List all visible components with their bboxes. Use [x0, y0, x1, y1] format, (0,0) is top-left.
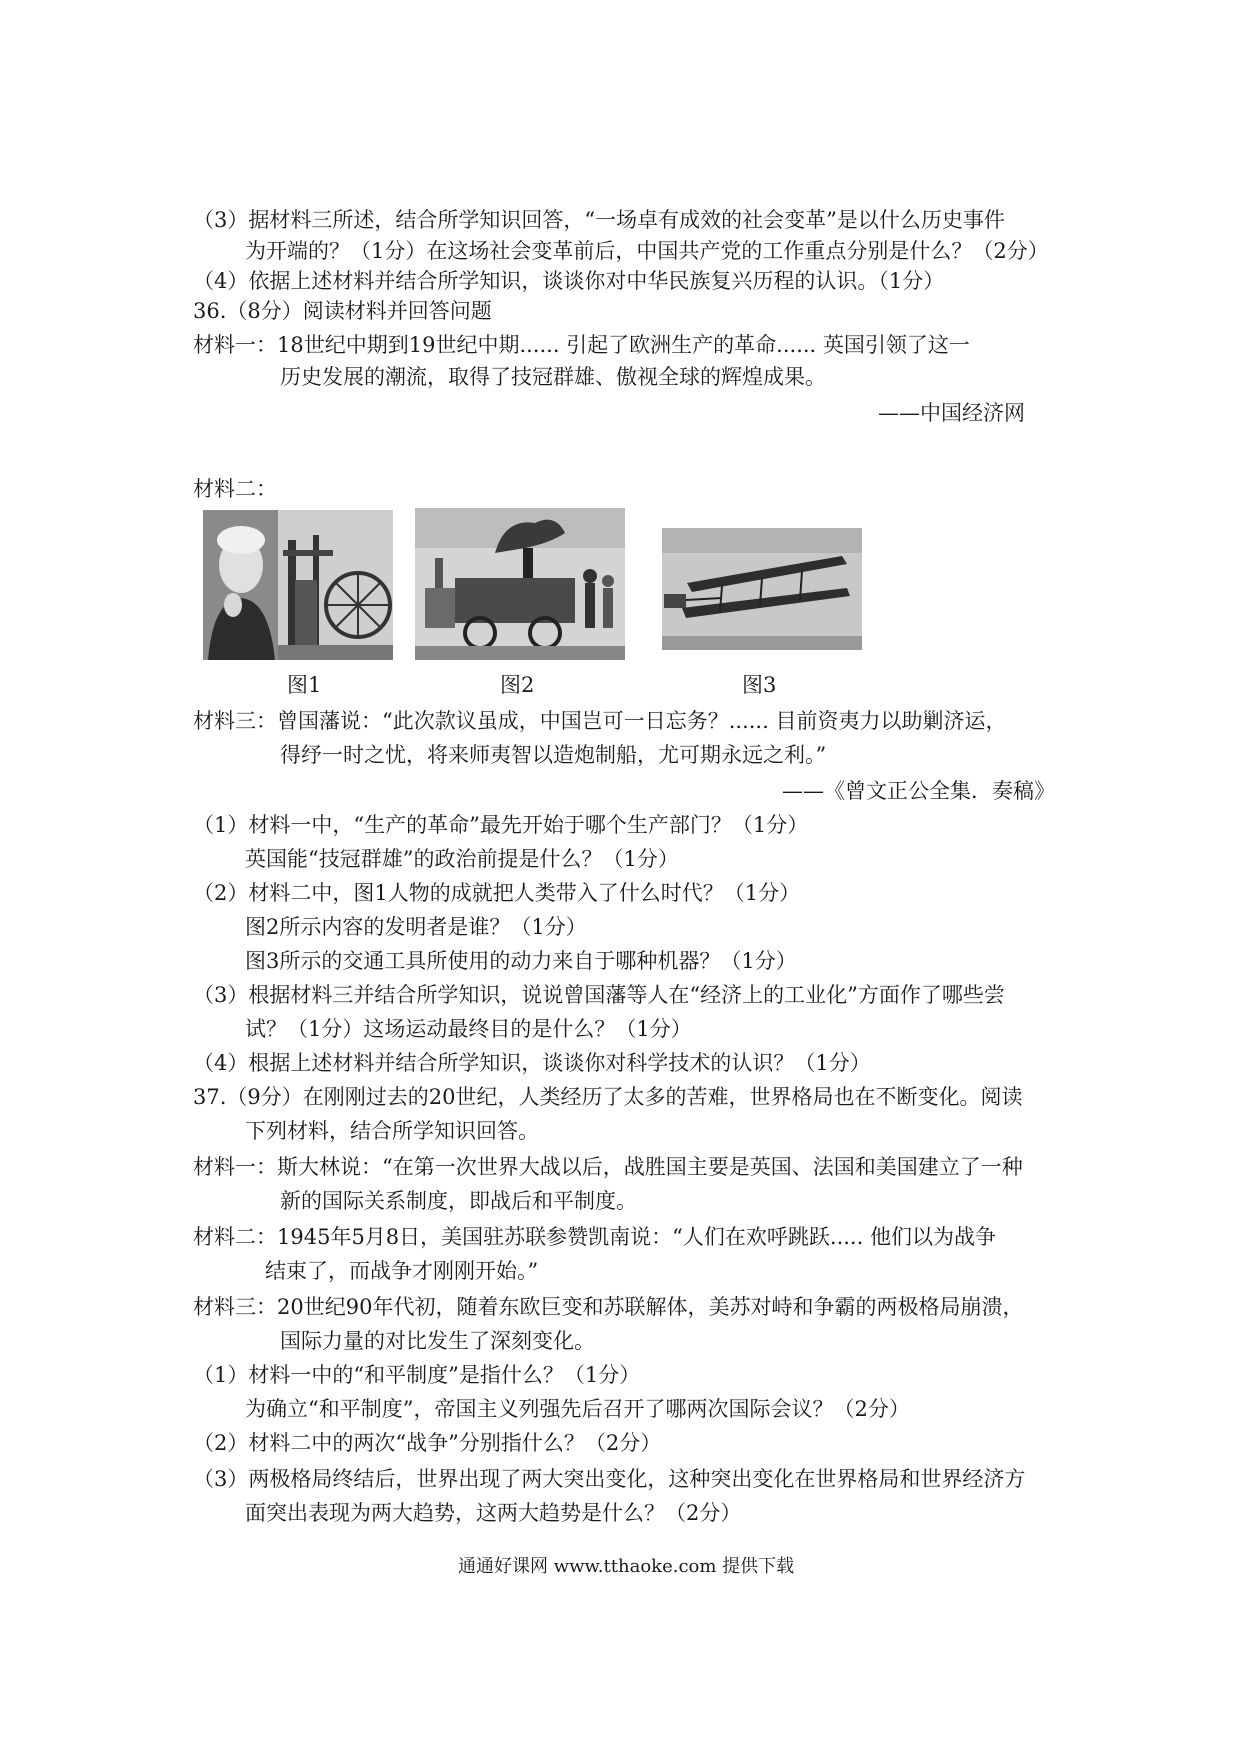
q36-material1-line2: 历史发展的潮流，取得了技冠群雄、傲视全球的辉煌成果。 [280, 365, 826, 389]
q36-part1-line1: （1）材料一中，“生产的革命”最先开始于哪个生产部门？（1分） [193, 813, 809, 837]
q36-material3-line1: 材料三：曾国藩说：“此次款议虽成，中国岂可一日忘务？...... 目前资夷力以助剿济运， [193, 709, 1007, 733]
q35-part3-line2: 为开端的？（1分）在这场社会变革前后，中国共产党的工作重点分别是什么？（2分） [245, 239, 1049, 263]
q37-material2-line1: 材料二：1945年5月8日，美国驻苏联参赞凯南说：“人们在欢呼跳跃..... 他们以为战争 [193, 1225, 996, 1249]
q37-part2: （2）材料二中的两次“战争”分别指什么？（2分） [193, 1431, 662, 1455]
q36-part3-line1: （3）根据材料三并结合所学知识，说说曾国藩等人在“经济上的工业化”方面作了哪些尝 [193, 983, 1005, 1007]
q37-part3-line1: （3）两极格局终结后，世界出现了两大突出变化，这种突出变化在世界格局和世界经济方 [193, 1467, 1026, 1491]
figure-1-caption: 图1 [287, 673, 322, 697]
figure-3-image [662, 528, 862, 650]
q36-part3-line2: 试？（1分）这场运动最终目的是什么？（1分） [245, 1017, 692, 1041]
q37-intro-line2: 下列材料，结合所学知识回答。 [245, 1119, 539, 1143]
figure-3-drawing [662, 528, 862, 650]
q37-material3-line2: 国际力量的对比发生了深刻变化。 [280, 1329, 595, 1353]
q36-material2-label: 材料二： [193, 477, 277, 501]
q36-title: 36.（8分）阅读材料并回答问题 [193, 299, 492, 323]
q35-part3-line1: （3）据材料三所述，结合所学知识回答，“一场卓有成效的社会变革”是以什么历史事件 [193, 208, 1005, 232]
q37-material1-line1: 材料一：斯大林说：“在第一次世界大战以后，战胜国主要是英国、法国和美国建立了一种 [193, 1155, 1023, 1179]
q36-part2-line2: 图2所示内容的发明者是谁？（1分） [245, 915, 587, 939]
q36-material3-source: ——《曾文正公全集．奏稿》 [782, 779, 1055, 803]
figure-2-image [415, 508, 625, 660]
q36-material3-line2: 得纾一时之忧，将来师夷智以造炮制船，尤可期永远之利。” [280, 743, 827, 767]
q37-material3-line1: 材料三：20世纪90年代初，随着东欧巨变和苏联解体，美苏对峙和争霸的两极格局崩溃， [193, 1295, 1024, 1319]
figure-2-drawing [415, 508, 625, 660]
q36-material1-source: ——中国经济网 [878, 401, 1025, 425]
q37-part1-line2: 为确立“和平制度”，帝国主义列强先后召开了哪两次国际会议？（2分） [245, 1397, 910, 1421]
q37-part1-line1: （1）材料一中的“和平制度”是指什么？（1分） [193, 1363, 641, 1387]
q36-part4: （4）根据上述材料并结合所学知识，谈谈你对科学技术的认识？（1分） [193, 1051, 871, 1075]
figure-2-caption: 图2 [500, 673, 535, 697]
figure-1-image [203, 510, 393, 660]
q37-material2-line2: 结束了，而战争才刚刚开始。” [265, 1259, 539, 1283]
q37-material1-line2: 新的国际关系制度，即战后和平制度。 [280, 1189, 637, 1213]
q36-part2-line1: （2）材料二中，图1人物的成就把人类带入了什么时代？（1分） [193, 881, 801, 905]
q35-part4: （4）依据上述材料并结合所学知识，谈谈你对中华民族复兴历程的认识。（1分） [193, 269, 945, 293]
q37-part3-line2: 面突出表现为两大趋势，这两大趋势是什么？（2分） [245, 1501, 742, 1525]
figure-3-caption: 图3 [742, 673, 777, 697]
q36-part2-line3: 图3所示的交通工具所使用的动力来自于哪种机器？（1分） [245, 949, 797, 973]
figure-1-drawing [203, 510, 393, 660]
q36-material1-line1: 材料一：18世纪中期到19世纪中期...... 引起了欧洲生产的革命...... 英国引领了这一 [193, 333, 970, 357]
page-footer-watermark: 通通好课网 www.tthaoke.com 提供下载 [458, 1556, 795, 1577]
q36-part1-line2: 英国能“技冠群雄”的政治前提是什么？（1分） [245, 847, 679, 871]
q37-intro-line1: 37.（9分）在刚刚过去的20世纪，人类经历了太多的苦难，世界格局也在不断变化。阅读 [193, 1085, 1023, 1109]
